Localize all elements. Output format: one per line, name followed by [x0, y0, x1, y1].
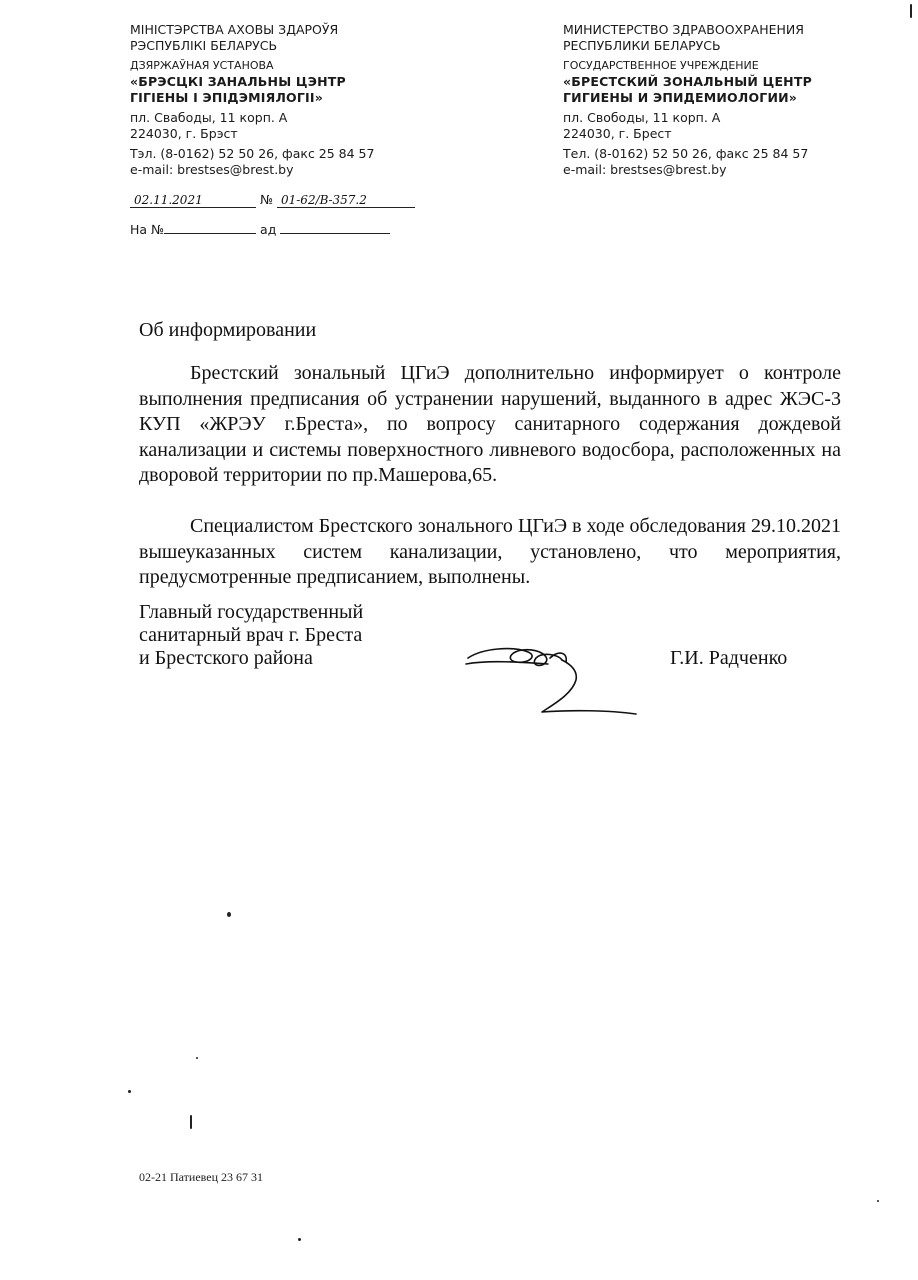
- scan-speck: [128, 1090, 131, 1093]
- address-line-1: пл. Свабоды, 11 корп. А: [130, 110, 288, 125]
- institution-name-line-1: «БРЕСТСКИЙ ЗОНАЛЬНЫЙ ЦЕНТР: [563, 74, 812, 89]
- outgoing-date-field: [130, 192, 256, 208]
- ministry-line-1: МИНИСТЕРСТВО ЗДРАВООХРАНЕНИЯ: [563, 22, 804, 37]
- address-line-2: 224030, г. Брест: [563, 126, 672, 141]
- executor-info: 02-21 Патиевец 23 67 31: [139, 1170, 264, 1184]
- reply-number-label: На №: [130, 222, 165, 237]
- outgoing-number: 01-62/В-357.2: [280, 193, 367, 207]
- signatory-title-line-3: и Брестского района: [139, 647, 313, 669]
- institution-type: ДЗЯРЖАЎНАЯ УСТАНОВА: [130, 59, 274, 72]
- ministry-line-1: МІНІСТЭРСТВА АХОВЫ ЗДАРОЎЯ: [130, 22, 339, 37]
- scan-speck: [298, 1238, 301, 1241]
- institution-name-line-2: ГІГІЕНЫ І ЭПІДЭМІЯЛОГІІ»: [130, 90, 323, 105]
- reply-reference-line: [130, 221, 390, 237]
- registration-line: [130, 192, 415, 208]
- scan-speck: [910, 4, 912, 18]
- email-line: e-mail: brestses@brest.by: [130, 162, 294, 177]
- signatory-name: Г.И. Радченко: [670, 647, 788, 669]
- letter-subject: Об информировании: [139, 319, 317, 341]
- institution-name-line-1: «БРЭСЦКІ ЗАНАЛЬНЫ ЦЭНТР: [130, 74, 346, 89]
- scan-speck: [196, 1057, 198, 1059]
- outgoing-number-field: [277, 192, 415, 208]
- ministry-line-2: РЭСПУБЛІКІ БЕЛАРУСЬ: [130, 38, 278, 53]
- scan-speck: [227, 912, 231, 917]
- reply-date-label: ад: [260, 222, 277, 237]
- handwritten-signature: [458, 628, 648, 728]
- number-label: №: [259, 192, 273, 207]
- institution-name-line-2: ГИГИЕНЫ И ЭПИДЕМИОЛОГИИ»: [563, 90, 798, 105]
- scan-speck: [190, 1115, 192, 1129]
- outgoing-date: 02.11.2021: [134, 193, 203, 207]
- letter-paragraph-2: Специалистом Брестского зонального ЦГиЭ в ходе обследования 29.10.2021 вышеуказанных систем канализации, установлено, что мероприятия, предусмотренные предписанием, выполнены.: [139, 515, 841, 588]
- letter-paragraph-1: Брестский зональный ЦГиЭ дополнительно информирует о контроле выполнения предписания об устранении нарушений, выданного в адрес ЖЭС-3 КУП «ЖРЭУ г.Бреста», по вопросу санитарного содержания дождевой канализации и системы поверхностного ливневого водосбора, расположенных на дворовой территории по пр.Машерова,65.: [139, 362, 841, 486]
- letterhead-left: [130, 22, 450, 178]
- letterhead-right: [563, 22, 893, 178]
- signatory-title-line-2: санитарный врач г. Бреста: [139, 624, 363, 646]
- reply-number-blank: [164, 221, 256, 234]
- signatory-title: [139, 601, 363, 670]
- ministry-line-2: РЕСПУБЛИКИ БЕЛАРУСЬ: [563, 38, 721, 53]
- phone-line: Тел. (8-0162) 52 50 26, факс 25 84 57: [563, 146, 809, 161]
- email-line: e-mail: brestses@brest.by: [563, 162, 727, 177]
- reply-date-blank: [280, 221, 390, 234]
- signatory-title-line-1: Главный государственный: [139, 601, 364, 623]
- scan-speck: [877, 1200, 879, 1202]
- phone-line: Тэл. (8-0162) 52 50 26, факс 25 84 57: [130, 146, 375, 161]
- address-line-2: 224030, г. Брэст: [130, 126, 238, 141]
- institution-type: ГОСУДАРСТВЕННОЕ УЧРЕЖДЕНИЕ: [563, 59, 759, 72]
- address-line-1: пл. Свободы, 11 корп. А: [563, 110, 721, 125]
